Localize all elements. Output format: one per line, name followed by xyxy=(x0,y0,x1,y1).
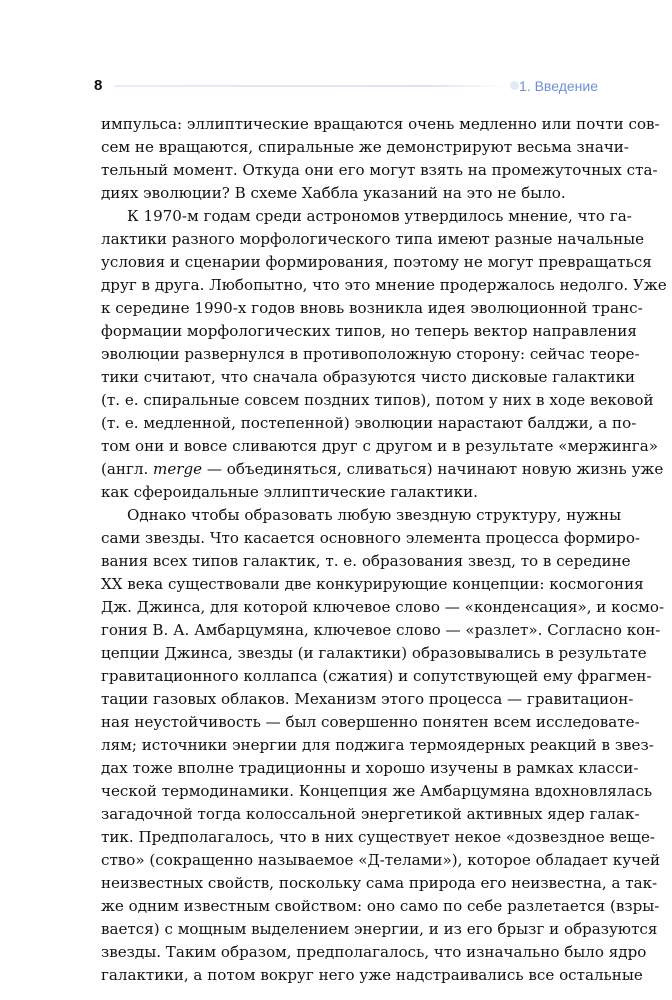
text-line: импульса: эллиптические вращаются очень медленно или почти сов- xyxy=(101,115,660,133)
text-line: лям; источники энергии для поджига термоядерных реакций в звез- xyxy=(101,736,654,754)
text-line: ная неустойчивость — был совершенно понятен всем исследовате- xyxy=(101,713,640,731)
text-line: (т. е. спиральные совсем поздних типов), потом у них в ходе вековой xyxy=(101,391,654,409)
text-line: ческой термодинамики. Концепция же Амбарцумяна вдохновлялась xyxy=(101,782,653,800)
text-line: звезды. Таким образом, предполагалось, что изначально было ядро xyxy=(101,943,647,961)
text-line: (англ. merge — объединяться, сливаться) начинают новую жизнь уже xyxy=(101,460,664,478)
paragraph xyxy=(101,504,665,987)
body-text xyxy=(101,113,667,987)
header-rule-dot xyxy=(510,81,519,90)
text-line: XX века существовали две конкурирующие концепции: космогония xyxy=(101,575,644,593)
text-line: вания всех типов галактик, т. е. образования звезд, то в середине xyxy=(101,552,631,570)
running-header xyxy=(94,76,598,96)
text-line: тельный момент. Откуда они его могут взять на промежуточных ста- xyxy=(101,161,658,179)
text-line: (т. е. медленной, постепенной) эволюции нарастают балджи, а по- xyxy=(101,414,637,432)
paragraph xyxy=(101,113,660,205)
text-line: неизвестных свойств, поскольку сама природа его неизвестна, а так- xyxy=(101,874,658,892)
text-line: лактики разного морфологического типа имеют разные начальные xyxy=(101,230,645,248)
text-line: гравитационного коллапса (сжатия) и сопутствующей ему фрагмен- xyxy=(101,667,652,685)
text-line: сами звезды. Что касается основного элемента процесса формиро- xyxy=(101,529,641,547)
text-line: как сфероидальные эллиптические галактики. xyxy=(101,483,478,501)
text-line: ство» (сокращенно называемое «Д-телами»), которое обладает кучей xyxy=(101,851,661,869)
text-line: эволюции развернулся в противоположную сторону: сейчас теоре- xyxy=(101,345,640,363)
text-line: цепции Джинса, звезды (и галактики) образовывались в результате xyxy=(101,644,647,662)
paragraph xyxy=(101,205,667,504)
text-line: тик. Предполагалось, что в них существует некое «дозвездное веще- xyxy=(101,828,655,846)
text-line: К 1970-м годам среди астрономов утвердилось мнение, что га- xyxy=(127,207,632,225)
text-line: формации морфологических типов, но теперь вектор направления xyxy=(101,322,637,340)
text-line: вается) с мощным выделением энергии, и из его брызг и образуются xyxy=(101,920,658,938)
text-line: же одним известным свойством: оно само по себе разлетается (взры- xyxy=(101,897,660,915)
text-line: тики считают, что сначала образуются чисто дисковые галактики xyxy=(101,368,636,386)
header-rule xyxy=(114,85,508,87)
text-line: том они и вовсе сливаются друг с другом и в результате «мержинга» xyxy=(101,437,658,455)
text-line: Дж. Джинса, для которой ключевое слово — «конденсация», и космо- xyxy=(101,598,665,616)
text-line: тации газовых облаков. Механизм этого процесса — гравитацион- xyxy=(101,690,634,708)
text-line: диях эволюции? В схеме Хаббла указаний на это не было. xyxy=(101,184,566,202)
text-line: гония В. А. Амбарцумяна, ключевое слово — «разлет». Согласно кон- xyxy=(101,621,661,639)
chapter-title: 1. Введение xyxy=(519,78,598,94)
text-line: галактики, а потом вокруг него уже надстраивались все остальные xyxy=(101,966,643,984)
text-line: дах тоже вполне традиционны и хорошо изучены в рамках класси- xyxy=(101,759,639,777)
text-line: друг в друга. Любопытно, что это мнение продержалось недолго. Уже xyxy=(101,276,667,294)
page-number: 8 xyxy=(94,77,103,94)
text-line: к середине 1990-х годов вновь возникла идея эволюционной транс- xyxy=(101,299,643,317)
text-line: загадочной тогда колоссальной энергетикой активных ядер галак- xyxy=(101,805,640,823)
text-line: Однако чтобы образовать любую звездную структуру, нужны xyxy=(127,506,622,524)
text-line: условия и сценарии формирования, поэтому не могут превращаться xyxy=(101,253,652,271)
text-line: сем не вращаются, спиральные же демонстрируют весьма значи- xyxy=(101,138,629,156)
